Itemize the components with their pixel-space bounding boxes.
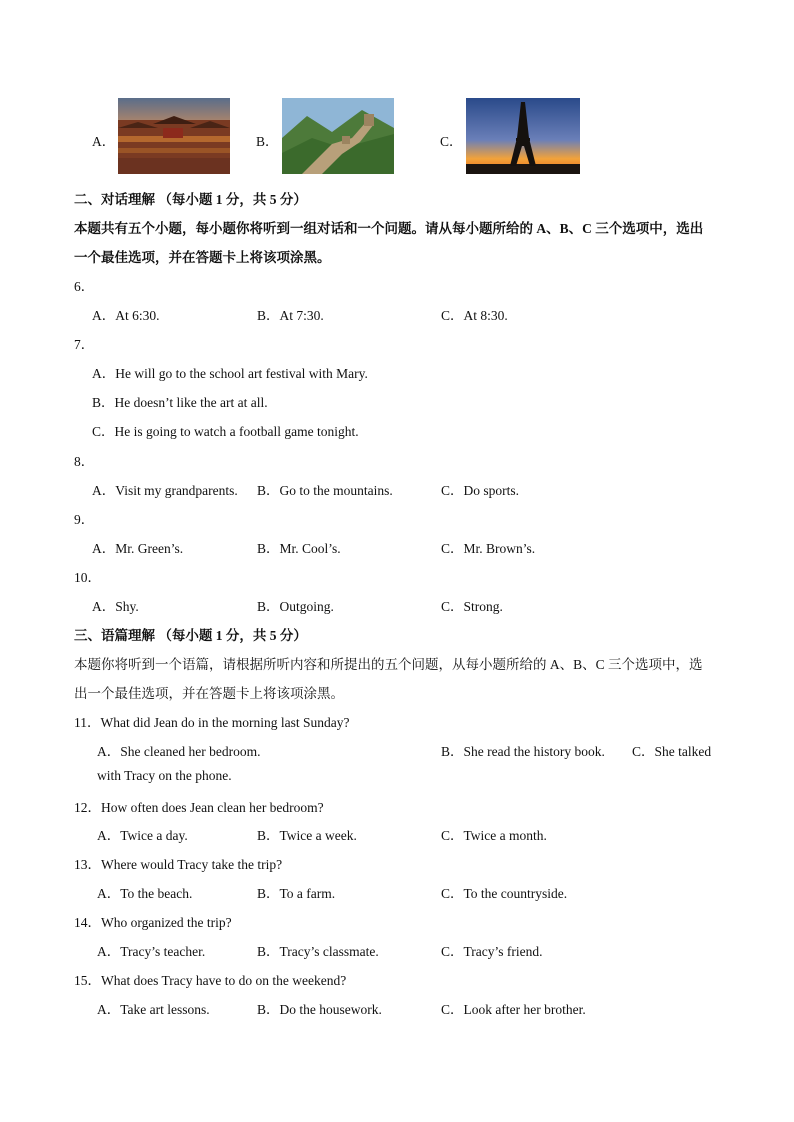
- question-11-option-c: C．She talked: [632, 744, 712, 759]
- question-12-option-c: C．Twice a month.: [441, 828, 547, 843]
- question-10-option-c: C．Strong.: [441, 599, 503, 614]
- question-14-option-a: A．Tracy’s teacher.: [97, 944, 206, 959]
- question-9-option-c: C．Mr. Brown’s.: [441, 541, 536, 556]
- question-11-option-c-continuation: with Tracy on the phone.: [97, 768, 232, 783]
- question-10-option-a: A．Shy.: [92, 599, 139, 614]
- question-14-option-c: C．Tracy’s friend.: [441, 944, 543, 959]
- question-10-option-b: B．Outgoing.: [257, 599, 334, 614]
- question-10-number: 10．: [74, 570, 101, 585]
- option-b-label: B．: [256, 134, 279, 149]
- question-13-option-a: A．To the beach.: [97, 886, 193, 901]
- question-13-text: 13．Where would Tracy take the trip?: [74, 857, 283, 872]
- question-8-option-b: B．Go to the mountains.: [257, 483, 393, 498]
- question-13-option-b: B．To a farm.: [257, 886, 336, 901]
- question-11-option-b: B．She read the history book.: [441, 744, 605, 759]
- section-3-instruction-line-2: 出一个最佳选项，并在答题卡上将该项涂黑。: [74, 686, 344, 701]
- option-c-label: C．: [440, 134, 463, 149]
- question-6-option-b: B．At 7:30.: [257, 308, 324, 323]
- question-15-option-c: C．Look after her brother.: [441, 1002, 586, 1017]
- question-12-text: 12．How often does Jean clean her bedroom?: [74, 800, 324, 815]
- question-8-number: 8．: [74, 454, 95, 469]
- question-12-option-b: B．Twice a week.: [257, 828, 357, 843]
- section-2-heading: 二、对话理解 （每小题 1 分，共 5 分）: [74, 192, 307, 207]
- question-9-number: 9．: [74, 512, 95, 527]
- question-7-option-c: C．He is going to watch a football game tonight.: [92, 424, 359, 439]
- question-6-number: 6．: [74, 279, 95, 294]
- eiffel-tower-sunset-photo: [466, 98, 580, 174]
- question-7-option-b: B．He doesn’t like the art at all.: [92, 395, 268, 410]
- question-13-option-c: C．To the countryside.: [441, 886, 568, 901]
- section-3-heading: 三、语篇理解 （每小题 1 分，共 5 分）: [74, 628, 307, 643]
- section-3-instruction-line-1: 本题你将听到一个语篇，请根据所听内容和所提出的五个问题，从每小题所给的 A、B、C 三个选项中，选: [74, 657, 703, 672]
- question-15-text: 15．What does Tracy have to do on the weekend?: [74, 973, 347, 988]
- question-11-text: 11．What did Jean do in the morning last Sunday?: [74, 715, 350, 730]
- question-8-option-a: A．Visit my grandparents.: [92, 483, 238, 498]
- question-7-number: 7．: [74, 337, 95, 352]
- section-2-instruction-line-2: 一个最佳选项，并在答题卡上将该项涂黑。: [74, 250, 331, 265]
- question-12-option-a: A．Twice a day.: [97, 828, 188, 843]
- question-14-option-b: B．Tracy’s classmate.: [257, 944, 379, 959]
- option-a-label: A．: [92, 134, 116, 149]
- great-wall-photo: [282, 98, 394, 174]
- question-15-option-b: B．Do the housework.: [257, 1002, 382, 1017]
- section-2-instruction-line-1: 本题共有五个小题，每小题你将听到一组对话和一个问题。请从每小题所给的 A、B、C 三个选项中，选出: [74, 221, 704, 236]
- question-6-option-c: C．At 8:30.: [441, 308, 508, 323]
- question-11-option-a: A．She cleaned her bedroom.: [97, 744, 261, 759]
- question-14-text: 14．Who organized the trip?: [74, 915, 232, 930]
- question-7-option-a: A．He will go to the school art festival with Mary.: [92, 366, 368, 381]
- forbidden-city-photo: [118, 98, 230, 174]
- question-6-option-a: A．At 6:30.: [92, 308, 160, 323]
- question-15-option-a: A．Take art lessons.: [97, 1002, 210, 1017]
- question-8-option-c: C．Do sports.: [441, 483, 520, 498]
- question-9-option-a: A．Mr. Green’s.: [92, 541, 184, 556]
- question-9-option-b: B．Mr. Cool’s.: [257, 541, 341, 556]
